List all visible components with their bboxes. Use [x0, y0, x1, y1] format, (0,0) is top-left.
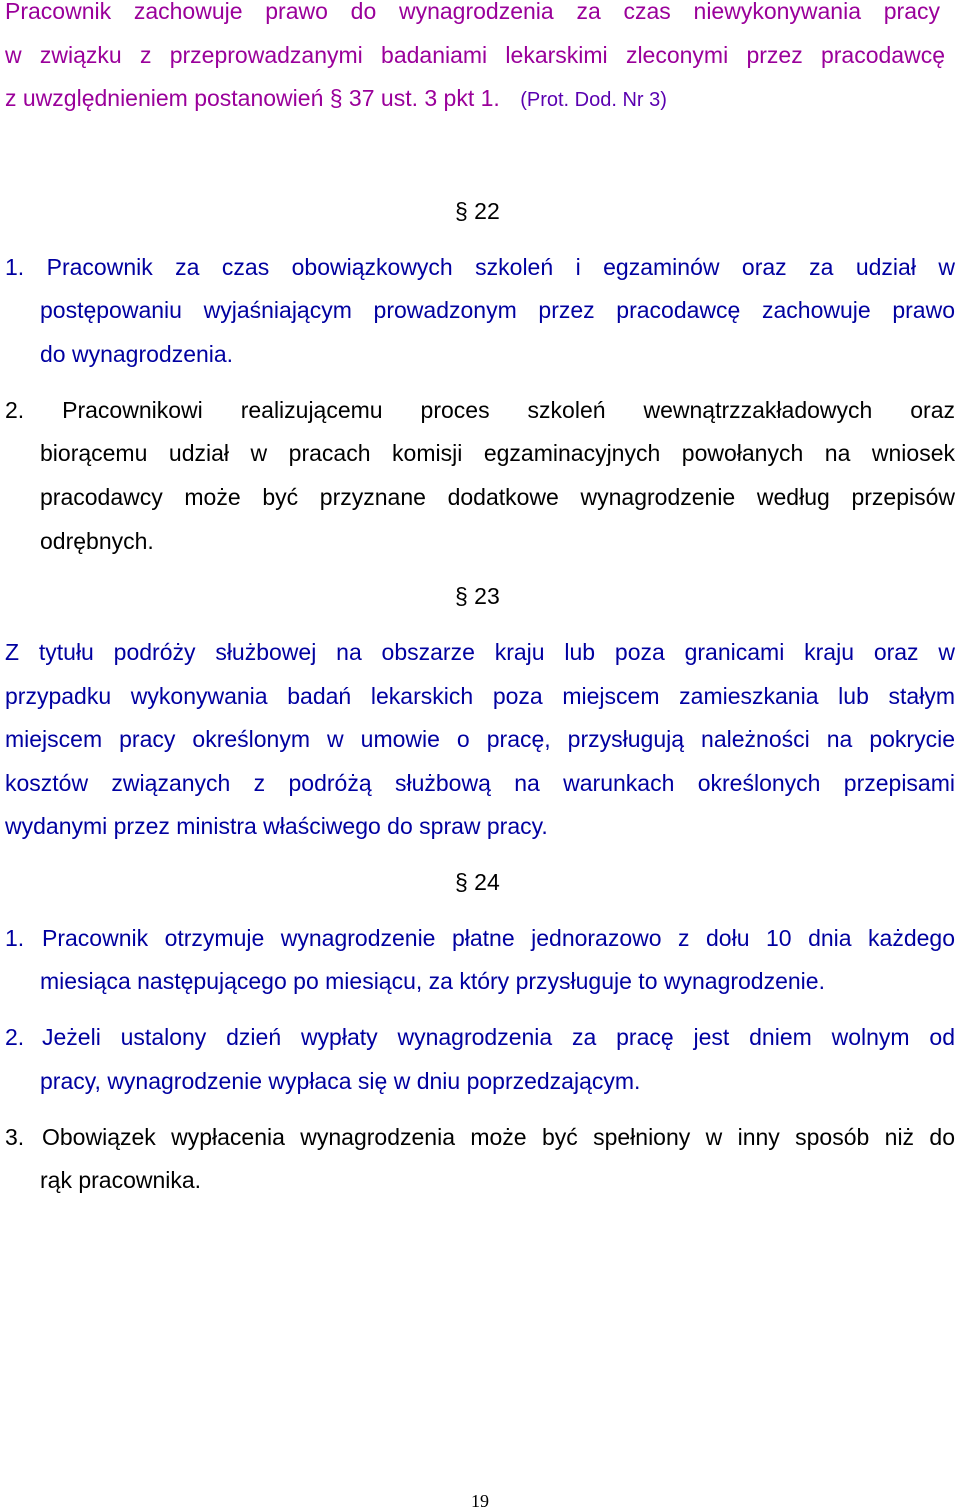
- s24-p1-number: 1.: [5, 925, 25, 951]
- s24-p2-line-1: Jeżeli ustalony dzień wypłaty wynagrodzenia za pracę jest dniem wolnym od: [42, 1024, 955, 1050]
- s22-p2-line-3: pracodawcy może być przyznane dodatkowe wynagrodzenie według przepisów: [40, 484, 955, 510]
- s24-p2-line-2: pracy, wynagrodzenie wypłaca się w dniu poprzedzającym.: [40, 1068, 641, 1094]
- s23-line-5: wydanymi przez ministra właściwego do spraw pracy.: [5, 813, 548, 839]
- s24-p2-number: 2.: [5, 1024, 25, 1050]
- s23-line-3: miejscem pracy określonym w umowie o pracę, przysługują należności na pokrycie: [5, 726, 955, 752]
- section-23-heading: § 23: [455, 583, 500, 609]
- s22-p2-line-2: biorącemu udział w pracach komisji egzaminacyjnych powołanych na wniosek: [40, 440, 955, 466]
- s24-p1-line-2: miesiąca następującego po miesiącu, za który przysługuje to wynagrodzenie.: [40, 968, 825, 994]
- intro-line-3-text: z uwzględnieniem postanowień § 37 ust. 3 pkt 1.: [5, 85, 500, 111]
- s22-p1-line-3: do wynagrodzenia.: [40, 341, 234, 367]
- s24-p3-line-1: Obowiązek wypłacenia wynagrodzenia może być spełniony w inny sposób niż do: [42, 1124, 955, 1150]
- intro-line-1: Pracownik zachowuje prawo do wynagrodzenia za czas niewykonywania pracy: [5, 0, 940, 24]
- s24-p1-line-1: Pracownik otrzymuje wynagrodzenie płatne jednorazowo z dołu 10 dnia każdego: [42, 925, 955, 951]
- protocol-note: (Prot. Dod. Nr 3): [520, 89, 667, 111]
- s23-line-1: Z tytułu podróży służbowej na obszarze kraju lub poza granicami kraju oraz w: [5, 639, 955, 665]
- s24-p3-number: 3.: [5, 1124, 25, 1150]
- section-22-heading: § 22: [455, 198, 500, 224]
- s22-p1-line-2: postępowaniu wyjaśniającym prowadzonym przez pracodawcę zachowuje prawo: [40, 297, 955, 323]
- s24-p3-line-2: rąk pracownika.: [40, 1167, 202, 1193]
- intro-line-3: [5, 83, 667, 115]
- section-24-heading: § 24: [455, 869, 500, 895]
- s23-line-4: kosztów związanych z podróżą służbową na warunkach określonych przepisami: [5, 770, 955, 796]
- s22-p1-line-1: 1. Pracownik za czas obowiązkowych szkoleń i egzaminów oraz za udział w: [5, 254, 955, 280]
- s22-p2-line-4: odrębnych.: [40, 528, 154, 554]
- intro-line-2: w związku z przeprowadzanymi badaniami lekarskimi zleconymi przez pracodawcę: [5, 42, 945, 68]
- page-number: 19: [471, 1491, 489, 1511]
- s23-line-2: przypadku wykonywania badań lekarskich poza miejscem zamieszkania lub stałym: [5, 683, 955, 709]
- s22-p2-line-1: 2. Pracownikowi realizującemu proces szkoleń wewnątrzzakładowych oraz: [5, 397, 955, 423]
